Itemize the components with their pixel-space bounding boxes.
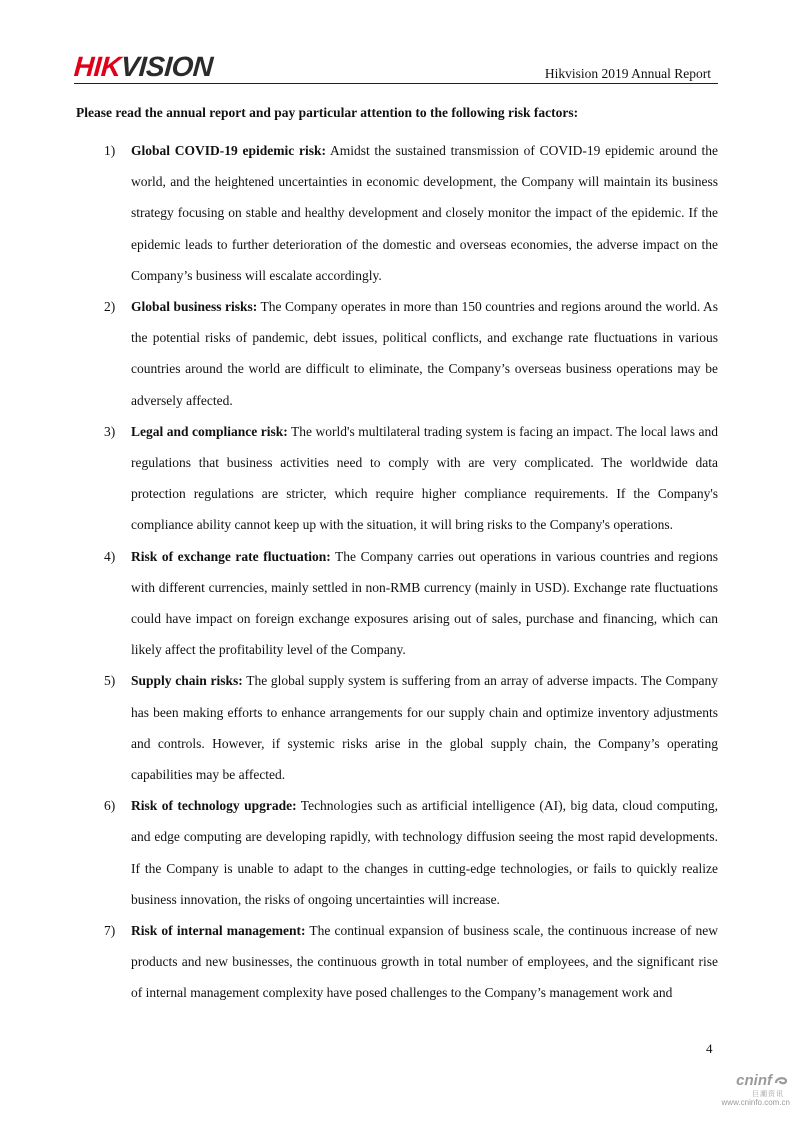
risk-number: 7) — [104, 923, 116, 939]
risk-text: The Company operates in more than 150 countries and regions around the world. As the potential risks of pandemic, debt issues, political conflicts, and exchange rate fluctuations in various countries around the world are difficult to eliminate, the Company’s overseas business operations may be adversely affected. — [131, 299, 719, 408]
risk-title: Legal and compliance risk: — [131, 423, 288, 439]
risk-number: 4) — [104, 548, 116, 564]
risk-number: 2) — [104, 299, 116, 315]
risk-title: Supply chain risks: — [131, 673, 243, 689]
risk-item — [76, 135, 718, 291]
risk-title: Global COVID-19 epidemic risk: — [131, 143, 326, 158]
page-number: 4 — [706, 1041, 713, 1056]
risk-title: Global business risks: — [131, 299, 258, 315]
cninfo-watermark — [716, 1072, 790, 1112]
risk-factor-list — [76, 135, 718, 1009]
risk-title: Risk of internal management: — [131, 923, 306, 939]
risk-text: The global supply system is suffering from an array of adverse impacts. The Company has been making efforts to enhance arrangements for our supply chain and optimize inventory adjustments and controls. However, if systemic risks arise in the global supply chain, the Company’s operating capabilities may be affected. — [131, 673, 719, 783]
risk-item — [76, 665, 718, 790]
risk-text: The world's multilateral trading system is facing an impact. The local laws and regulations that business activities need to comply with are very complicated. The worldwide data protection regulations are stricter, which require higher compliance requirements. If the Company's compliance ability cannot keep up with the situation, it will bring risks to the Company's operations. — [131, 423, 718, 533]
risk-number: 1) — [104, 143, 116, 158]
report-title: Hikvision 2019 Annual Report — [544, 66, 711, 81]
watermark-brand: cninf — [736, 1072, 772, 1089]
risk-text: Technologies such as artificial intelligence (AI), big data, cloud computing, and edge computing are developing rapidly, with technology diffusion seeing the most rapid developments. If the Company is unable to adapt to the changes in cutting-edge technologies, or fails to quickly realize business innovation, the risks of ongoing uncertainties will increase. — [131, 798, 718, 907]
logo-text-vision: VISION — [119, 51, 214, 82]
hikvision-logo — [73, 52, 214, 82]
risk-item — [76, 915, 718, 1009]
risk-title: Risk of technology upgrade: — [131, 798, 297, 814]
risk-number: 6) — [104, 798, 116, 814]
watermark-chinese: 巨潮资讯 — [752, 1091, 784, 1098]
risk-item — [76, 291, 718, 416]
risk-item — [76, 416, 718, 541]
cninfo-swirl-icon — [774, 1074, 788, 1088]
risk-text: Amidst the sustained transmission of COVID-19 epidemic around the world, and the heightened uncertainties in economic development, the Company will maintain its business strategy focusing on stable and healthy development and closely monitor the impact of the epidemic. If the epidemic leads to further deterioration of the domestic and overseas economies, the adverse impact on the Company’s business will escalate accordingly. — [131, 143, 718, 283]
header-divider — [74, 83, 718, 84]
risk-text: The continual expansion of business scale, the continuous increase of new products and new businesses, the continuous growth in total number of employees, and the significant rise of internal management complexity have posed challenges to the Company’s management work and — [131, 923, 718, 1001]
risk-number: 3) — [104, 423, 116, 439]
logo-text-hik: HIK — [72, 51, 122, 82]
intro-heading: Please read the annual report and pay particular attention to the following risk factors: — [76, 105, 579, 120]
watermark-url: www.cninfo.com.cn — [721, 1098, 790, 1107]
risk-item — [76, 790, 718, 915]
risk-title: Risk of exchange rate fluctuation: — [131, 548, 331, 564]
risk-text: The Company carries out operations in various countries and regions with different currencies, mainly settled in non-RMB currency (mainly in USD). Exchange rate fluctuations could have impact on foreign exchange exposures arising out of sales, purchase and financing, which can likely affect the profitability level of the Company. — [131, 548, 718, 658]
risk-number: 5) — [104, 673, 116, 689]
risk-item — [76, 541, 718, 666]
